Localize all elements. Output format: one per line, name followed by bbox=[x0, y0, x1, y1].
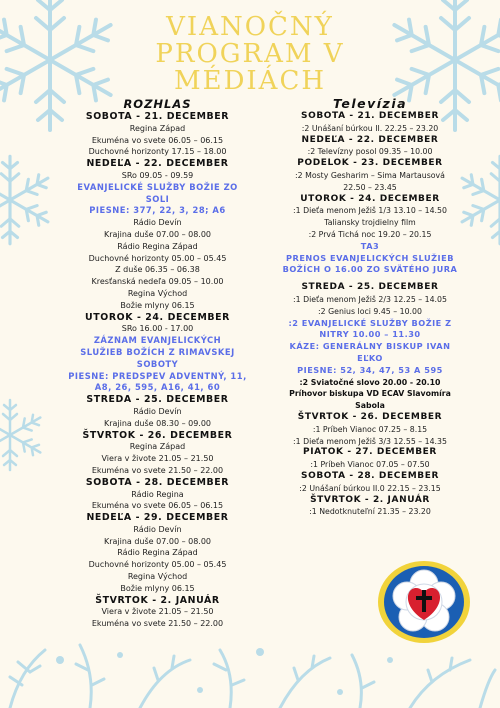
service-highlight: ZÁZNAM EVANJELICKÝCH bbox=[93, 335, 222, 346]
day-heading: NEDEĽA - 22. DECEMBER bbox=[301, 134, 439, 145]
service-highlight: TA3 bbox=[360, 240, 380, 251]
program-line: Krajina duše 08.30 – 09.00 bbox=[103, 418, 212, 428]
service-highlight: EĽKO bbox=[357, 352, 383, 363]
program-line: Rádio Devín bbox=[133, 218, 182, 228]
program-line: Ekuména vo svete 06.05 – 06.15 bbox=[91, 135, 224, 145]
program-line: Regina Východ bbox=[127, 288, 188, 298]
program-line: Rádio Devín bbox=[133, 524, 182, 534]
program-line: :1 Dieťa menom Ježiš 2/3 12.25 – 14.05 bbox=[293, 294, 447, 304]
tv-schedule bbox=[255, 111, 485, 518]
program-line: Krajina duše 07.00 – 08.00 bbox=[103, 229, 212, 239]
service-highlight: SOBOTY bbox=[136, 358, 179, 369]
service-highlight: SOLI bbox=[145, 193, 170, 204]
service-highlight: PIESNE: PREDSPEV ADVENTNÝ, 11, bbox=[68, 370, 247, 381]
program-line: Ekuména vo svete 21.50 – 22.00 bbox=[91, 619, 224, 629]
program-line: Príhovor biskupa VD ECAV Slavomíra bbox=[289, 389, 451, 399]
program-line: SRo 16.00 - 17.00 bbox=[121, 324, 194, 334]
program-line: :2 Mosty Gesharim – Sima Martausová bbox=[295, 170, 445, 180]
program-line: Ekuména vo svete 21.50 – 22.00 bbox=[91, 465, 224, 475]
service-highlight: :2 EVANJELICKÉ SLUŽBY BOŽIE Z bbox=[288, 317, 452, 328]
day-heading: ŠTVRTOK - 26. DECEMBER bbox=[297, 411, 443, 422]
title-line-2: PROGRAM V bbox=[155, 39, 345, 69]
day-heading: ŠTVRTOK - 26. DECEMBER bbox=[82, 429, 233, 441]
tv-heading: Televízia bbox=[332, 96, 408, 111]
day-heading: STREDA - 25. DECEMBER bbox=[86, 394, 229, 406]
day-heading: PODELOK - 23. DECEMBER bbox=[297, 158, 443, 169]
service-highlight: A8, 26, 595, A16, 41, 60 bbox=[94, 382, 221, 393]
program-line: Božie mlyny 06.15 bbox=[120, 300, 195, 310]
program-line: :2 Unášaní búrkou II. 22.25 – 23.20 bbox=[301, 123, 439, 133]
program-line: Kresťanská nedeľa 09.05 – 10.00 bbox=[91, 277, 224, 287]
program-line: Regina Východ bbox=[127, 572, 188, 582]
day-heading: SOBOTA - 21. DECEMBER bbox=[85, 111, 230, 122]
radio-schedule bbox=[50, 111, 265, 630]
program-line: :2 Sviatočné slovo 20.00 - 20.10 bbox=[299, 377, 441, 387]
program-line: :1 Nedotknuteľní 21.35 – 23.20 bbox=[309, 507, 431, 517]
program-line: Duchovné horizonty 05.00 – 05.45 bbox=[88, 560, 227, 570]
service-highlight: SLUŽIEB BOŽÍCH Z RIMAVSKEJ bbox=[80, 346, 235, 357]
day-heading: PIATOK - 27. DECEMBER bbox=[303, 447, 437, 458]
program-line: Z duše 06.35 – 06.38 bbox=[115, 265, 200, 275]
program-line: Rádio Regina bbox=[131, 489, 184, 499]
program-line: :1 Príbeh Vianoc 07.25 – 8.15 bbox=[312, 424, 428, 434]
program-line: Božie mlyny 06.15 bbox=[120, 583, 195, 593]
title-line-1: VIANOČNÝ bbox=[166, 12, 334, 42]
program-line: :2 Televízny posol 09.35 – 10.00 bbox=[307, 147, 433, 157]
program-line: Rádio Devín bbox=[133, 406, 182, 416]
page-title bbox=[0, 14, 500, 95]
service-highlight: BOŽÍCH O 16.00 ZO SVÄTÉHO JURA bbox=[282, 264, 458, 275]
program-line: Taliansky trojdielny film bbox=[324, 218, 416, 228]
tv-column bbox=[255, 97, 485, 518]
radio-heading: ROZHLAS bbox=[123, 97, 192, 111]
program-line: Viera v živote 21.05 – 21.50 bbox=[101, 454, 214, 464]
program-line: :2 Genius loci 9.45 – 10.00 bbox=[318, 306, 422, 316]
program-line: SRo 09.05 - 09.59 bbox=[121, 170, 194, 180]
program-line: :1 Príbeh Vianoc 07.05 – 07.50 bbox=[310, 460, 430, 470]
program-line: Regina Západ bbox=[129, 442, 186, 452]
service-highlight: KÁZE: GENERÁLNY BISKUP IVAN bbox=[289, 341, 451, 352]
program-line: Regina Západ bbox=[129, 123, 186, 133]
service-highlight: EVANJELICKÉ SLUŽBY BOŽIE ZO bbox=[77, 181, 238, 192]
snowflake-left-lower-icon bbox=[0, 395, 50, 475]
program-line: Duchovné horizonty 05.00 – 05.45 bbox=[88, 253, 227, 263]
program-line: 22.50 – 23.45 bbox=[343, 182, 397, 192]
service-highlight: PIESNE: 52, 34, 47, 53 A 595 bbox=[297, 364, 443, 375]
luther-rose-icon bbox=[377, 560, 471, 644]
program-line: Sabola bbox=[355, 401, 385, 411]
day-heading: SOBOTA - 21. DECEMBER bbox=[301, 111, 439, 121]
day-heading: UTOROK - 24. DECEMBER bbox=[85, 311, 230, 323]
service-highlight: PIESNE: 377, 22, 3, 28; A6 bbox=[89, 205, 226, 216]
day-heading: SOBOTA - 28. DECEMBER bbox=[85, 476, 230, 488]
service-highlight: NITRY 10.00 – 11.30 bbox=[319, 329, 421, 340]
program-line: Rádio Regina Západ bbox=[117, 241, 198, 251]
service-highlight: PRENOS EVANJELICKÝCH SLUŽIEB bbox=[286, 252, 454, 263]
radio-column bbox=[50, 97, 265, 630]
program-line: Duchovné horizonty 17.15 – 18.00 bbox=[88, 147, 227, 157]
program-line: :1 Dieťa menom Ježiš 3/3 12.55 – 14.35 bbox=[293, 436, 447, 446]
program-line: Viera v živote 21.05 – 21.50 bbox=[101, 607, 214, 617]
day-heading: NEDEĽA - 29. DECEMBER bbox=[86, 512, 229, 524]
program-line: Krajina duše 07.00 – 08.00 bbox=[103, 536, 212, 546]
day-heading: NEDEĽA - 22. DECEMBER bbox=[86, 158, 229, 170]
program-line: :1 Dieťa menom Ježiš 1/3 13.10 – 14.50 bbox=[293, 206, 447, 216]
program-line: Rádio Regina Západ bbox=[117, 548, 198, 558]
day-heading: STREDA - 25. DECEMBER bbox=[301, 282, 439, 293]
program-line: Ekuména vo svete 06.05 – 06.15 bbox=[91, 501, 224, 511]
day-heading: ŠTVRTOK - 2. JANUÁR bbox=[95, 594, 220, 606]
day-heading: UTOROK - 24. DECEMBER bbox=[300, 193, 440, 204]
day-heading: SOBOTA - 28. DECEMBER bbox=[301, 470, 439, 481]
title-line-3: MÉDIÁCH bbox=[173, 66, 327, 96]
day-heading: ŠTVRTOK - 2. JANUÁR bbox=[310, 494, 430, 505]
program-line: :2 Prvá Tichá noc 19.20 – 20.15 bbox=[308, 229, 432, 239]
program-line: :2 Unášaní búrkou II.0 22.15 – 23.15 bbox=[299, 483, 441, 493]
